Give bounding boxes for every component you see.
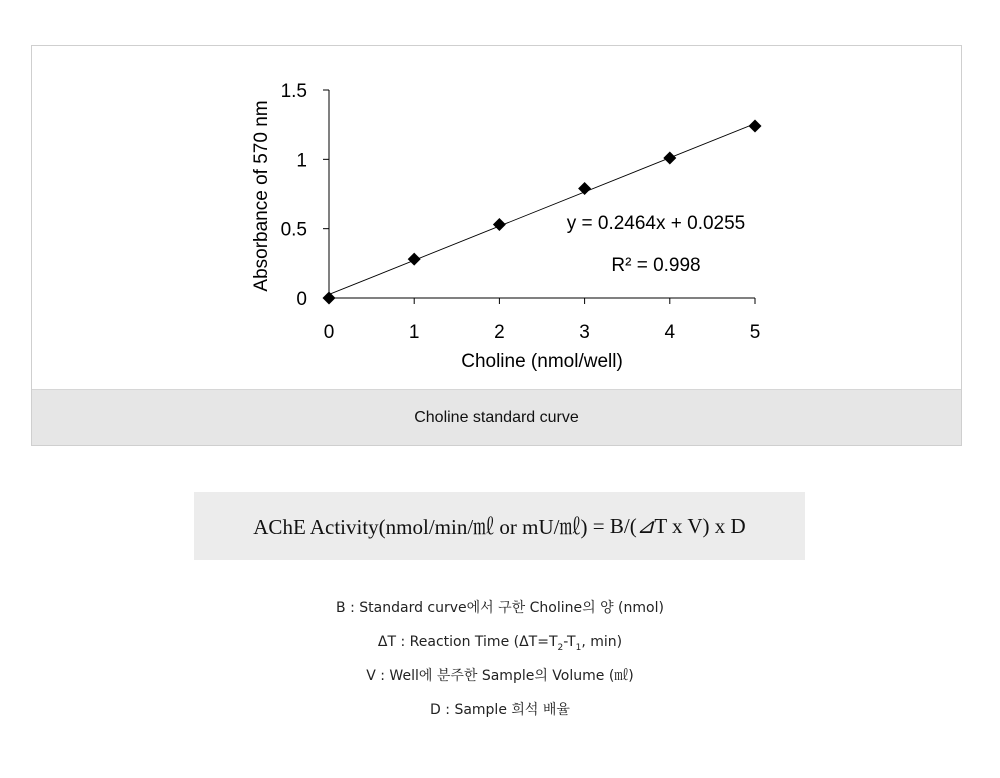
x-tick-label: 5 (749, 322, 761, 343)
x-tick-label: 0 (323, 322, 335, 343)
data-point (663, 151, 676, 164)
note-dt-prefix: ΔT : Reaction Time (ΔT=T (377, 634, 558, 650)
y-tick-label: 1 (296, 150, 307, 172)
note-dt-sub1: 1 (575, 642, 582, 653)
data-point (493, 218, 506, 231)
formula-eq: = B/( (587, 513, 637, 538)
figure-frame (31, 45, 962, 446)
delta-symbol: ⊿ (636, 513, 655, 538)
note-dt-mid: -T (563, 634, 576, 650)
x-ticks (324, 298, 761, 343)
y-tick-label: 0 (296, 289, 307, 310)
note-v: V : Well에 분주한 Sample의 Volume (㎖) (366, 668, 634, 684)
caption-text: Choline standard curve (414, 408, 579, 426)
note-b: B : Standard curve에서 구한 Choline의 양 (nmol) (336, 600, 664, 616)
variable-notes (0, 598, 1000, 734)
trend-equation-label: y = 0.2464x + 0.0255 (566, 213, 746, 234)
choline-standard-chart (32, 46, 961, 390)
x-tick-label: 2 (494, 322, 505, 343)
activity-formula (194, 492, 805, 560)
note-dt-suffix: , min) (581, 634, 623, 650)
x-tick-label: 1 (408, 322, 420, 343)
y-tick-label: 0.5 (280, 219, 307, 241)
y-ticks (281, 81, 329, 310)
note-dt-sub2: 2 (557, 642, 564, 653)
data-point (749, 120, 762, 133)
y-axis-label: Absorbance of 570 nm (251, 100, 272, 292)
data-point (578, 182, 591, 195)
figure-caption (32, 389, 961, 445)
y-tick-label: 1.5 (280, 81, 307, 102)
formula-lhs: AChE Activity(nmol/min/㎖ or mU/㎖) (253, 515, 588, 539)
x-tick-label: 4 (664, 322, 676, 343)
x-tick-label: 3 (579, 322, 590, 343)
note-delta-t (0, 632, 1000, 666)
formula-rest: T x V) x D (654, 513, 746, 538)
data-point (408, 253, 421, 266)
r-squared-label: R² = 0.998 (611, 255, 701, 276)
note-d: D : Sample 희석 배율 (430, 702, 570, 718)
x-axis-label: Choline (nmol/well) (461, 351, 623, 372)
data-point (323, 292, 336, 305)
